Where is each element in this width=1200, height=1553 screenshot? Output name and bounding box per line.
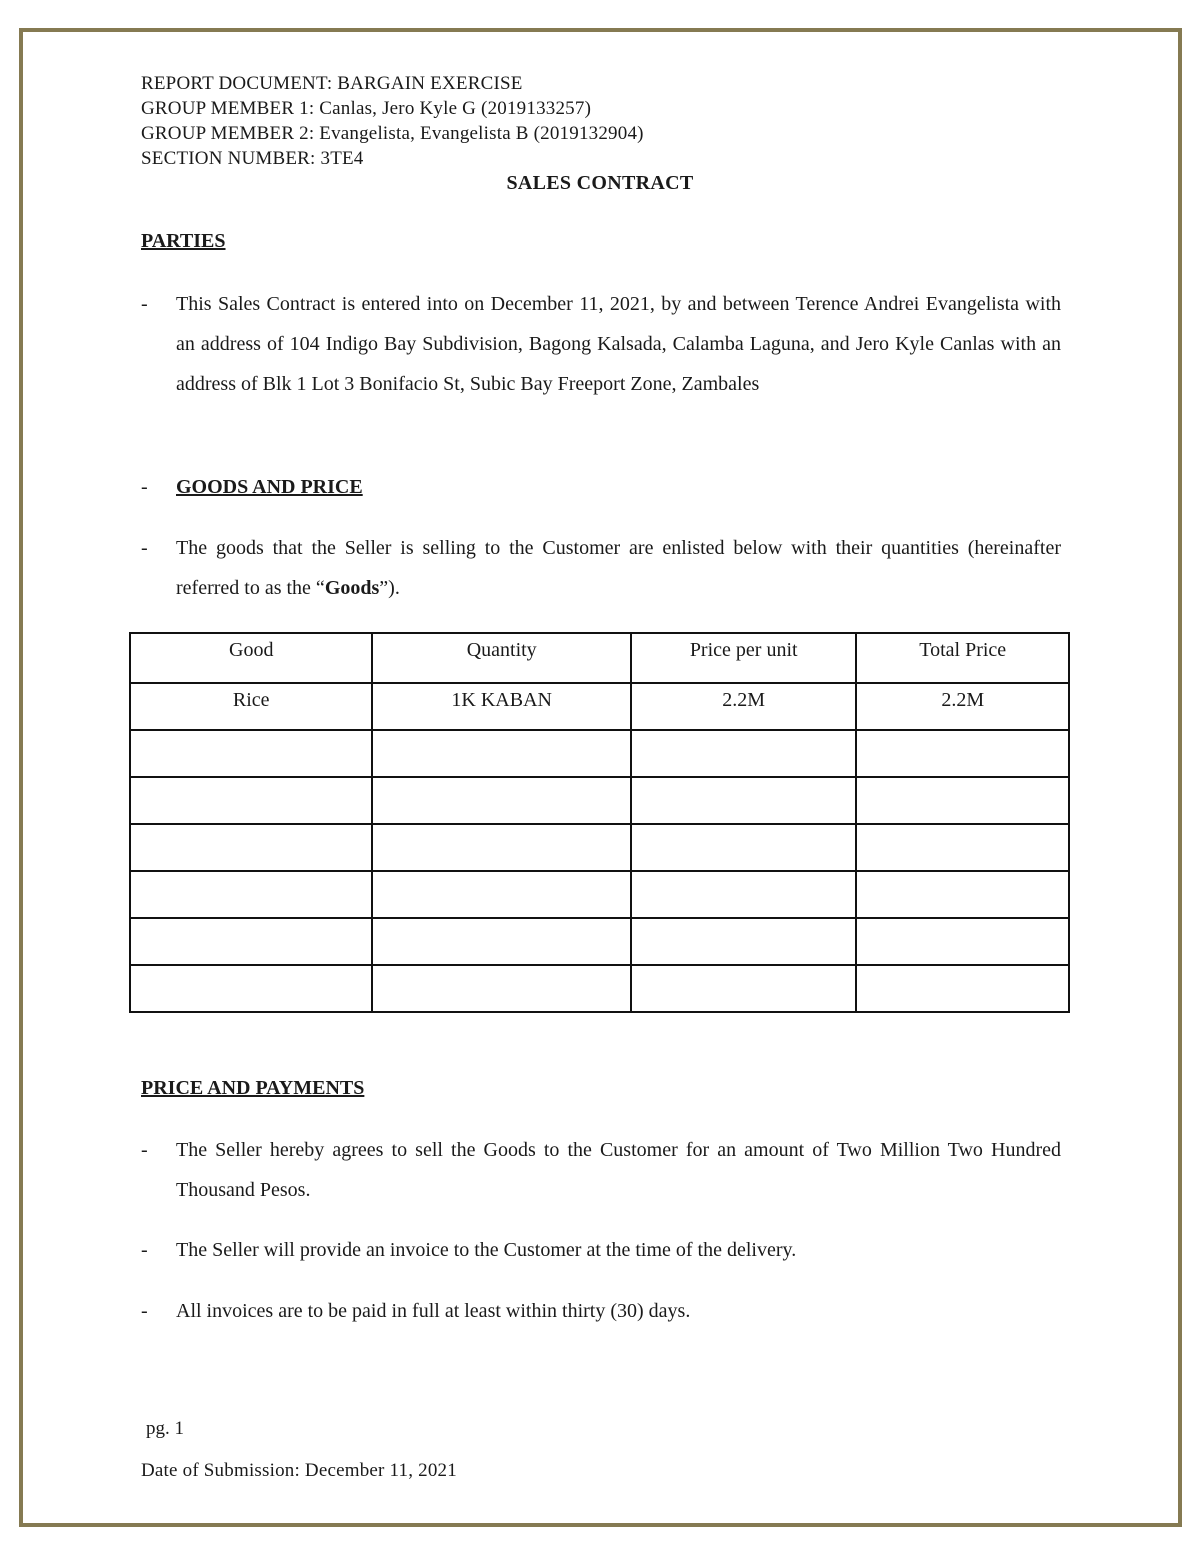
table-cell: [856, 730, 1069, 777]
table-cell: [130, 871, 372, 918]
table-cell: [631, 730, 857, 777]
goods-paragraph: [141, 528, 1061, 608]
column-header: Price per unit: [631, 633, 857, 683]
payment-text: The Seller will provide an invoice to the Customer at the time of the delivery.: [176, 1239, 797, 1261]
table-cell: [372, 871, 630, 918]
bullet-dash: -: [141, 1139, 148, 1161]
table-row: [130, 777, 1069, 824]
bullet-dash: -: [141, 537, 148, 559]
submission-date: Date of Submission: December 11, 2021: [141, 1460, 457, 1481]
table-cell: [631, 824, 857, 871]
table-header-row: [130, 633, 1069, 683]
table-row: [130, 683, 1069, 730]
table-cell: [856, 824, 1069, 871]
table-cell: [631, 777, 857, 824]
table-row: [130, 918, 1069, 965]
parties-heading: PARTIES: [141, 230, 226, 252]
column-header: Quantity: [372, 633, 630, 683]
table-cell: [130, 918, 372, 965]
parties-text: This Sales Contract is entered into on December 11, 2021, by and between Terence Andrei Evangelista with an address of 104 Indigo Bay Subdivision, Bagong Kalsada, Calamba Laguna, and Jero Kyle Canlas with an address of Blk 1 Lot 3 Bonifacio St, Subic Bay Freeport Zone, Zambales: [176, 293, 1061, 395]
table-cell: [856, 965, 1069, 1012]
goods-heading: GOODS AND PRICE: [176, 476, 363, 498]
table-cell: [372, 965, 630, 1012]
payment-text: The Seller hereby agrees to sell the Goods to the Customer for an amount of Two Million Two Hundred Thousand Pesos.: [176, 1139, 1061, 1201]
table-cell: [631, 965, 857, 1012]
table-row: [130, 730, 1069, 777]
bullet-dash: -: [141, 293, 148, 315]
table-cell: [631, 918, 857, 965]
table-cell: [130, 777, 372, 824]
table-cell: Rice: [130, 683, 372, 730]
table-cell: [856, 918, 1069, 965]
table-row: [130, 871, 1069, 918]
table-cell: [372, 730, 630, 777]
group-member-1: GROUP MEMBER 1: Canlas, Jero Kyle G (2019133257): [141, 98, 592, 119]
group-member-2: GROUP MEMBER 2: Evangelista, Evangelista B (2019132904): [141, 123, 644, 144]
table-row: [130, 824, 1069, 871]
goods-heading-item: [141, 467, 1061, 507]
bullet-dash: -: [141, 476, 148, 498]
price-payments-heading: PRICE AND PAYMENTS: [141, 1077, 365, 1099]
payment-item: [141, 1230, 1061, 1270]
goods-table: [129, 632, 1070, 1013]
table-cell: [631, 871, 857, 918]
table-cell: 2.2M: [631, 683, 857, 730]
table-cell: [372, 824, 630, 871]
parties-paragraph: [141, 284, 1061, 404]
goods-text-bold: Goods: [324, 577, 380, 599]
page-title: SALES CONTRACT: [506, 172, 694, 194]
table-cell: 2.2M: [856, 683, 1069, 730]
table-cell: [130, 730, 372, 777]
page-number: pg. 1: [146, 1418, 184, 1439]
payment-item: [141, 1291, 1061, 1331]
bullet-dash: -: [141, 1239, 148, 1261]
table-cell: [372, 918, 630, 965]
table-row: [130, 965, 1069, 1012]
section-number: SECTION NUMBER: 3TE4: [141, 148, 364, 169]
goods-text-before: The goods that the Seller is selling to the Customer are enlisted below with their quantities (hereinafter referred to as the “: [176, 537, 1061, 599]
column-header: Good: [130, 633, 372, 683]
payment-text: All invoices are to be paid in full at least within thirty (30) days.: [176, 1300, 691, 1322]
goods-text-after: ”).: [379, 577, 400, 599]
payment-item: [141, 1130, 1061, 1210]
goods-text: [176, 528, 1061, 608]
table-cell: [856, 871, 1069, 918]
table-cell: [130, 824, 372, 871]
table-cell: [372, 777, 630, 824]
report-title-line: REPORT DOCUMENT: BARGAIN EXERCISE: [141, 73, 523, 94]
document-header: [141, 71, 644, 171]
column-header: Total Price: [856, 633, 1069, 683]
bullet-dash: -: [141, 1300, 148, 1322]
table-cell: [130, 965, 372, 1012]
table-cell: 1K KABAN: [372, 683, 630, 730]
table-cell: [856, 777, 1069, 824]
